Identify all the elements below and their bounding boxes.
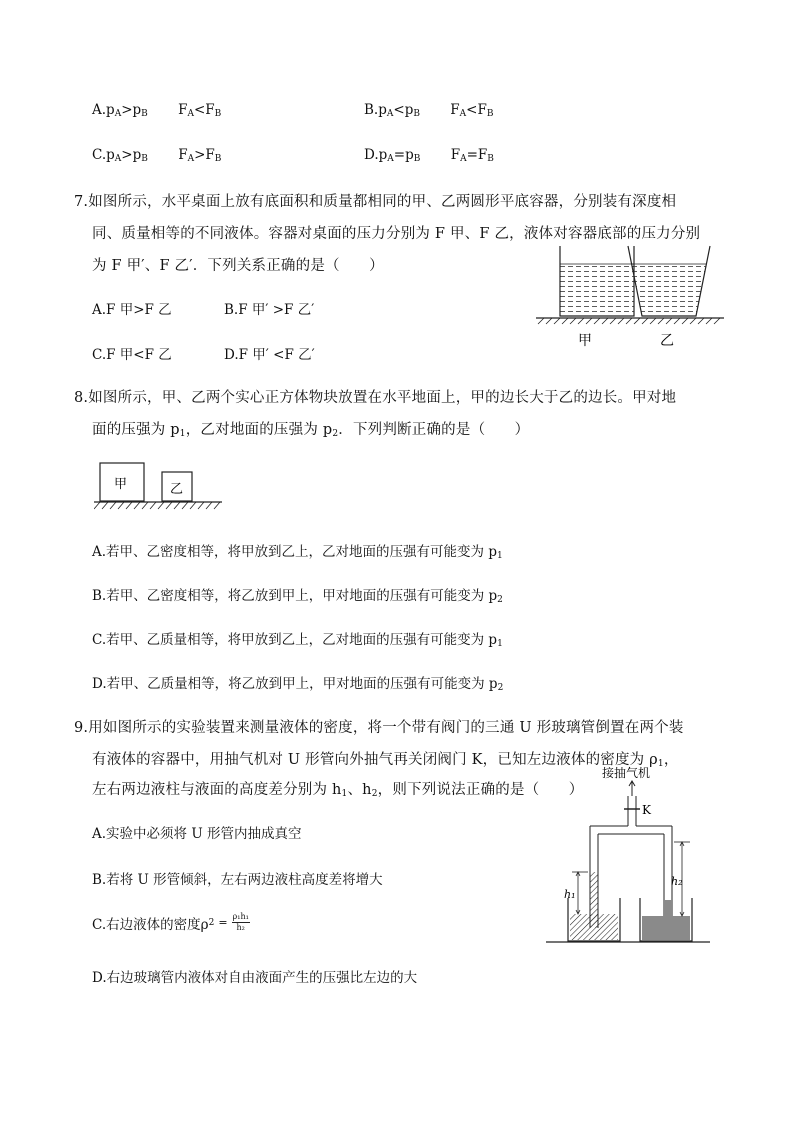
q8-stem-line2: 面的压强为 $p_1$，乙对地面的压强为 $p_2$．下列判断正确的是（ ） [92, 422, 530, 439]
q7-option-b: B.F 甲′ >F 乙′ [224, 302, 315, 318]
fraction-denominator: h₂ [236, 923, 245, 932]
q6-option-b: $B.p_A<p_B$ $F_A<F_B$ [364, 102, 494, 119]
q6-option-c: $C.p_A>p_B$ $F_A>F_B$ [92, 147, 222, 164]
q8-option-d: D.若甲、乙质量相等，将乙放到甲上，甲对地面的压强有可能变为 $p_2$ [92, 676, 504, 693]
q9-stem-line1: 9.用如图所示的实验装置来测量液体的密度，将一个带有阀门的三通 U 形玻璃管倒置在两个装 [74, 720, 684, 736]
q6-option-d: $D.p_A=p_B$ $F_A=F_B$ [364, 147, 494, 164]
q8-option-c: C.若甲、乙质量相等，将甲放到乙上，乙对地面的压强有可能变为 $p_1$ [92, 632, 503, 649]
pump-arrow-icon [629, 781, 635, 796]
q8-option-b: B.若甲、乙密度相等，将乙放到甲上，甲对地面的压强有可能变为 $p_2$ [92, 588, 503, 605]
q9-stem-line3: 左右两边液柱与液面的高度差分别为 $h_1$、$h_2$，则下列说法正确的是（ ） [92, 782, 584, 799]
container-jia [560, 246, 634, 316]
q8-option-a: A.若甲、乙密度相等，将甲放到乙上，乙对地面的压强有可能变为 $p_1$ [92, 544, 503, 561]
q6-option-a: $A.p_A>p_B$ $F_A<F_B$ [92, 102, 222, 119]
q7-stem-line1: 7.如图所示，水平桌面上放有底面积和质量都相同的甲、乙两圆形平底容器，分别装有深度相 [74, 194, 677, 210]
label-jia: 甲 [578, 333, 592, 349]
q7-option-c: C.F 甲<F 乙 [92, 347, 172, 363]
cube-yi-label: 乙 [170, 482, 184, 497]
q8-stem-line1: 8.如图所示，甲、乙两个实心正方体物块放置在水平地面上，甲的边长大于乙的边长。甲对地 [74, 390, 677, 406]
q8-cubes-figure [94, 460, 224, 514]
q7-stem-line2: 同、质量相等的不同液体。容器对桌面的压力分别为 F 甲、F 乙，液体对容器底部的压力分别 [92, 226, 701, 242]
q7-option-d: D.F 甲′ <F 乙′ [224, 347, 315, 363]
q9-option-c: C.右边液体的密度ρ 2 = $\frac{\text{ρ₁h₁}}{\text{h₂}}$ [92, 912, 249, 933]
h2-label: h₂ [671, 875, 683, 888]
valve-label: K [642, 803, 651, 817]
fraction-numerator: ρ₁h₁ [232, 912, 249, 921]
pump-label: 接抽气机 [602, 766, 651, 780]
fraction [232, 912, 250, 933]
label-yi: 乙 [660, 333, 674, 349]
cube-jia-label: 甲 [114, 477, 128, 492]
q9-option-d: D.右边玻璃管内液体对自由液面产生的压强比左边的大 [92, 970, 418, 986]
q9-option-b: B.若将 U 形管倾斜，左右两边液柱高度差将增大 [92, 872, 383, 888]
ground-surface [94, 502, 222, 509]
q9-stem-line2: 有液体的容器中，用抽气机对 U 形管向外抽气再关闭阀门 K，已知左边液体的密度为 $\rho_1$， [92, 752, 679, 769]
q7-stem-line3: 为 F 甲′、F 乙′．下列关系正确的是（ ） [92, 258, 384, 274]
h1-label: h₁ [564, 888, 576, 901]
table-surface [536, 318, 724, 324]
q7-option-a: A.F 甲>F 乙 [92, 302, 172, 318]
container-yi [628, 246, 710, 316]
q9-utube-figure [544, 764, 716, 946]
q9-option-a: A.实验中必须将 U 形管内抽成真空 [92, 826, 302, 842]
q7-containers-figure [536, 244, 726, 356]
